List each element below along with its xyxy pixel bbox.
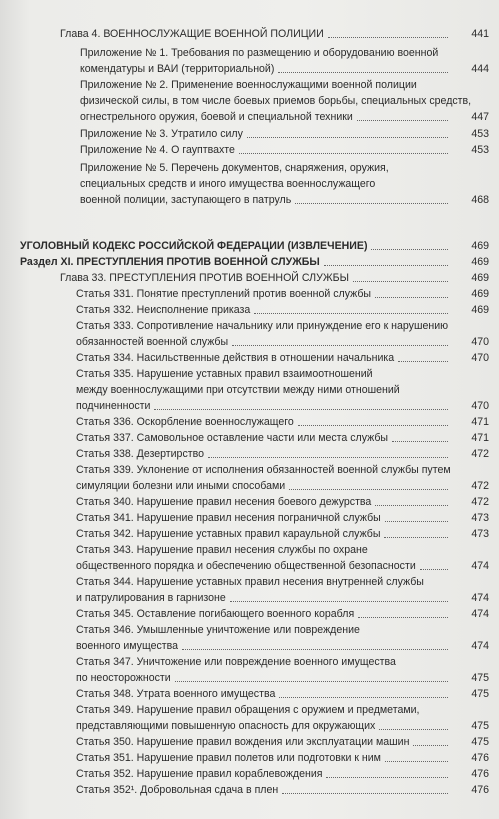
- toc-entry-line: [0, 430, 499, 446]
- toc-entry-line: [0, 638, 499, 654]
- dot-leader: [289, 489, 448, 490]
- toc-entry: [0, 45, 499, 77]
- dot-leader: [247, 137, 448, 138]
- toc-entry: [0, 542, 499, 574]
- dot-leader: [298, 425, 448, 426]
- toc-entry-text: военного имущества: [76, 640, 179, 652]
- dot-leader: [282, 793, 448, 794]
- toc-entry-line: [0, 718, 499, 734]
- toc-entry-line: [0, 494, 499, 510]
- toc-entry-text: Статья 352¹. Добровольная сдача в плен: [76, 784, 279, 796]
- toc-entry-text: Приложение № 4. О гауптвахте: [80, 144, 235, 156]
- toc-entry: [0, 77, 499, 125]
- toc-entry-line: [0, 160, 499, 176]
- dot-leader: [379, 729, 448, 730]
- dot-leader: [279, 697, 448, 698]
- toc-entry-line: [0, 590, 499, 606]
- dot-leader: [254, 313, 448, 314]
- page-number: 476: [471, 768, 489, 780]
- toc-entry-text: Статья 340. Нарушение правил несения боевого дежурства: [76, 496, 372, 508]
- toc-entry-text: физической силы, в том числе боевых приемов борьбы, специальных средств,: [80, 95, 472, 107]
- toc-entry-text: обязанностей военной службы: [76, 336, 229, 348]
- toc-entry: [0, 494, 499, 510]
- toc-entry-text: Статья 331. Понятие преступлений против военной службы: [76, 288, 372, 300]
- toc-entry-line: [0, 654, 499, 670]
- page-number: 453: [471, 128, 489, 140]
- toc-entry-line: [0, 382, 499, 398]
- toc-entry-text: симуляции болезни или иными способами: [76, 480, 286, 492]
- page-number: 472: [471, 448, 489, 460]
- toc-entry-text: Статья 336. Оскорбление военнослужащего: [76, 416, 294, 428]
- toc-entry-line: [0, 109, 499, 125]
- toc-entry-text: Приложение № 1. Требования по размещению и оборудованию военной: [80, 47, 439, 59]
- toc-entry-text: и патрулирования в гарнизоне: [76, 592, 226, 604]
- toc-entry: [0, 606, 499, 622]
- toc-entry-line: [0, 61, 499, 77]
- toc-entry-text: УГОЛОВНЫЙ КОДЕКС РОССИЙСКОЙ ФЕДЕРАЦИИ (ИЗВЛЕЧЕНИЕ): [20, 240, 368, 252]
- toc-entry-text: Статья 350. Нарушение правил вождения или эксплуатации машин: [76, 736, 410, 748]
- page-number: 476: [471, 752, 489, 764]
- toc-entry-text: Приложение № 2. Применение военнослужащими военной полиции: [80, 79, 417, 91]
- toc-entry-line: [0, 702, 499, 718]
- toc-entry-line: [0, 270, 499, 286]
- toc-entry: [0, 286, 499, 302]
- toc-entry-line: [0, 238, 499, 254]
- toc-entry-text: Статья 342. Нарушение уставных правил караульной службы: [76, 528, 381, 540]
- toc-entry-line: [0, 766, 499, 782]
- toc-entry: [0, 270, 499, 286]
- page-number: 469: [471, 304, 489, 316]
- toc-entry-line: [0, 126, 499, 142]
- dot-leader: [175, 681, 448, 682]
- page-number: 441: [471, 28, 489, 40]
- dot-leader: [413, 745, 448, 746]
- dot-leader: [324, 265, 448, 266]
- dot-leader: [371, 249, 448, 250]
- toc-entry-text: Раздел XI. ПРЕСТУПЛЕНИЯ ПРОТИВ ВОЕННОЙ СЛУЖБЫ: [20, 256, 320, 268]
- dot-leader: [392, 441, 448, 442]
- toc-entry-line: [0, 670, 499, 686]
- toc-entry-text: Статья 343. Нарушение правил несения службы по охране: [76, 544, 368, 556]
- toc-entry: [0, 574, 499, 606]
- toc-entry-line: [0, 574, 499, 590]
- toc-entry-text: по неосторожности: [76, 672, 171, 684]
- page-number: 473: [471, 512, 489, 524]
- dot-leader: [208, 457, 448, 458]
- toc-entry-text: представляющими повышенную опасность для окружающих: [76, 720, 376, 732]
- page-number: 468: [471, 194, 489, 206]
- page-number: 469: [471, 256, 489, 268]
- dot-leader: [398, 361, 448, 362]
- toc-entry-line: [0, 782, 499, 798]
- toc-entry: [0, 430, 499, 446]
- page-number: 473: [471, 528, 489, 540]
- toc-entry-text: огнестрельного оружия, боевой и специальной техники: [80, 111, 353, 123]
- toc-entry-line: [0, 686, 499, 702]
- toc-entry: [0, 750, 499, 766]
- page-number: 469: [471, 240, 489, 252]
- toc-entry-line: [0, 350, 499, 366]
- dot-leader: [385, 761, 448, 762]
- page-number: 470: [471, 400, 489, 412]
- toc-entry-text: военной полиции, заступающего в патруль: [80, 194, 292, 206]
- toc-entry-line: [0, 142, 499, 158]
- toc-entry-line: [0, 462, 499, 478]
- toc-entry: [0, 654, 499, 686]
- dot-leader: [232, 345, 448, 346]
- toc-entry-line: [0, 334, 499, 350]
- toc-entry: [0, 318, 499, 350]
- toc-entry-line: [0, 286, 499, 302]
- dot-leader: [420, 569, 448, 570]
- toc-entry-line: [0, 45, 499, 61]
- toc-entry-line: [0, 414, 499, 430]
- toc-entry: [0, 686, 499, 702]
- toc-entry-line: [0, 93, 499, 109]
- page-number: 475: [471, 720, 489, 732]
- toc-entry-text: Статья 335. Нарушение уставных правил взаимоотношений: [76, 368, 373, 380]
- toc-entry-text: Глава 4. ВОЕННОСЛУЖАЩИЕ ВОЕННОЙ ПОЛИЦИИ: [60, 28, 324, 40]
- page-number: 475: [471, 736, 489, 748]
- toc-entry: [0, 366, 499, 414]
- toc-entry: [0, 238, 499, 254]
- toc-entry-line: [0, 734, 499, 750]
- toc-entry-text: Статья 341. Нарушение правил несения пограничной службы: [76, 512, 381, 524]
- toc-entry-text: Статья 334. Насильственные действия в отношении начальника: [76, 352, 395, 364]
- dot-leader: [384, 537, 448, 538]
- toc-entry-text: между военнослужащими при отсутствии между ними отношений: [76, 384, 400, 396]
- page-number: 476: [471, 784, 489, 796]
- toc-entry-line: [0, 77, 499, 93]
- dot-leader: [328, 37, 448, 38]
- toc-entry-line: [0, 510, 499, 526]
- toc-entry-text: Приложение № 3. Утратило силу: [80, 128, 243, 140]
- dot-leader: [154, 409, 448, 410]
- dot-leader: [326, 777, 448, 778]
- page-number: 453: [471, 144, 489, 156]
- toc-entry-text: Глава 33. ПРЕСТУПЛЕНИЯ ПРОТИВ ВОЕННОЙ СЛУЖБЫ: [60, 272, 349, 284]
- dot-leader: [239, 153, 448, 154]
- dot-leader: [182, 649, 448, 650]
- toc-entry-text: Статья 345. Оставление погибающего военного корабля: [76, 608, 355, 620]
- toc-entry: [0, 446, 499, 462]
- toc-entry-text: Статья 352. Нарушение правил кораблевождения: [76, 768, 323, 780]
- toc-entry-line: [0, 192, 499, 208]
- toc-entry-text: комендатуры и ВАИ (территориальной): [80, 63, 275, 75]
- toc-entry: [0, 622, 499, 654]
- toc-entry: [0, 142, 499, 158]
- toc-entry-line: [0, 176, 499, 192]
- toc-entry: [0, 350, 499, 366]
- toc-entry-line: [0, 558, 499, 574]
- page-number: 475: [471, 688, 489, 700]
- page-number: 474: [471, 640, 489, 652]
- toc-entry: [0, 126, 499, 142]
- toc-entry-line: [0, 366, 499, 382]
- dot-leader: [385, 521, 448, 522]
- toc-entry-line: [0, 26, 499, 42]
- dot-leader: [357, 120, 448, 121]
- toc-entry-line: [0, 526, 499, 542]
- page-number: 474: [471, 592, 489, 604]
- toc-entry: [0, 254, 499, 270]
- page-number: 474: [471, 560, 489, 572]
- dot-leader: [230, 601, 448, 602]
- toc-entry-text: Статья 332. Неисполнение приказа: [76, 304, 251, 316]
- toc-entry-line: [0, 254, 499, 270]
- dot-leader: [358, 617, 448, 618]
- page-number: 472: [471, 496, 489, 508]
- page-number: 471: [471, 432, 489, 444]
- page-number: 444: [471, 63, 489, 75]
- toc-entry-text: Статья 348. Утрата военного имущества: [76, 688, 276, 700]
- toc-entry: [0, 782, 499, 798]
- dot-leader: [375, 297, 448, 298]
- toc-entry-line: [0, 542, 499, 558]
- toc-entry-text: подчиненности: [76, 400, 151, 412]
- toc-entry-text: Статья 344. Нарушение уставных правил несения внутренней службы: [76, 576, 424, 588]
- toc-entry-line: [0, 398, 499, 414]
- toc-entry: [0, 160, 499, 208]
- page-number: 472: [471, 480, 489, 492]
- toc-entry-line: [0, 302, 499, 318]
- dot-leader: [295, 203, 448, 204]
- toc-entry: [0, 702, 499, 734]
- page-number: 469: [471, 288, 489, 300]
- toc-entry: [0, 26, 499, 42]
- toc-entry-line: [0, 606, 499, 622]
- toc-entry-line: [0, 478, 499, 494]
- toc-entry: [0, 734, 499, 750]
- page-number: 447: [471, 111, 489, 123]
- page-number: 469: [471, 272, 489, 284]
- toc-entry-line: [0, 446, 499, 462]
- page-number: 470: [471, 336, 489, 348]
- toc-entry-text: Статья 333. Сопротивление начальнику или принуждение его к нарушению: [76, 320, 449, 332]
- toc-entry-line: [0, 622, 499, 638]
- toc-entry-text: Статья 351. Нарушение правил полетов или подготовки к ним: [76, 752, 381, 764]
- toc-entry-line: [0, 750, 499, 766]
- toc-entry-text: Статья 339. Уклонение от исполнения обязанностей военной службы путем: [76, 464, 451, 476]
- toc-entry-text: Статья 337. Самовольное оставление части или места службы: [76, 432, 389, 444]
- toc-entry-text: Статья 349. Нарушение правил обращения с оружием и предметами,: [76, 704, 420, 716]
- toc-entry-text: Статья 347. Уничтожение или повреждение военного имущества: [76, 656, 396, 668]
- toc-entry: [0, 414, 499, 430]
- dot-leader: [375, 505, 448, 506]
- toc-entry-text: Приложение № 5. Перечень документов, снаряжения, оружия,: [80, 162, 389, 174]
- toc-entry-text: общественного порядка и обеспечению общественной безопасности: [76, 560, 416, 572]
- toc-entry: [0, 766, 499, 782]
- toc-entry-text: специальных средств и иного имущества военнослужащего: [80, 178, 376, 190]
- page-number: 474: [471, 608, 489, 620]
- toc-entry: [0, 462, 499, 494]
- toc-entry-text: Статья 346. Умышленные уничтожение или повреждение: [76, 624, 360, 636]
- toc-entry-text: Статья 338. Дезертирство: [76, 448, 204, 460]
- page-number: 471: [471, 416, 489, 428]
- toc-entry: [0, 302, 499, 318]
- page-number: 475: [471, 672, 489, 684]
- toc-entry: [0, 526, 499, 542]
- toc-entry-line: [0, 318, 499, 334]
- dot-leader: [278, 72, 448, 73]
- toc-entry: [0, 510, 499, 526]
- dot-leader: [353, 281, 448, 282]
- page-number: 470: [471, 352, 489, 364]
